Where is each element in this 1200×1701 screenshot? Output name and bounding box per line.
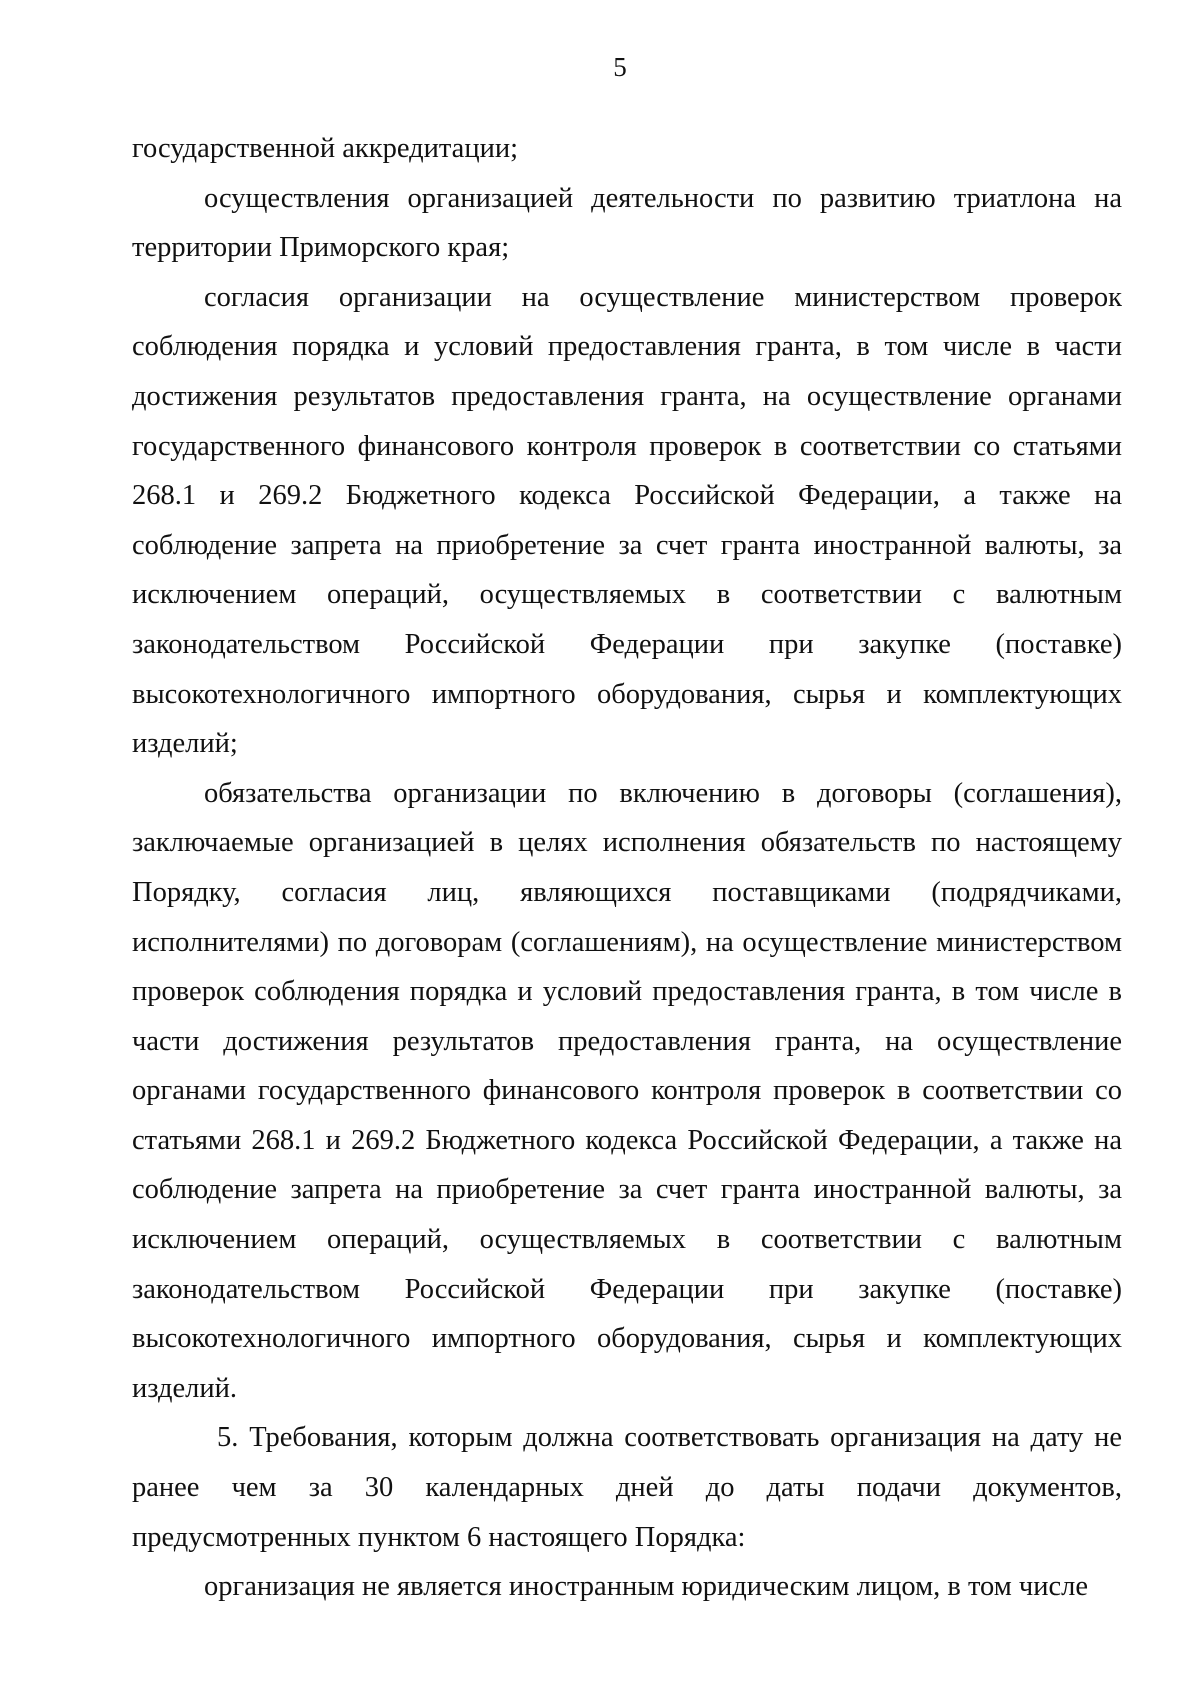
paragraph-section-5-requirements: 5. Требования, которым должна соответствовать организация на дату не ранее чем за 30 календарных дней до даты подачи документов, предусмотренных пунктом 6 настоящего Порядка: [132, 1422, 1122, 1553]
page-number: 5 [613, 52, 627, 82]
paragraph-consent-organization: согласия организации на осуществление министерством проверок соблюдения порядка и условий предоставления гранта, в том числе в части достижения результатов предоставления гранта, на осуществление органами государственного финансового контроля проверок в соответствии со статьями 268.1 и 269.2 Бюджетного кодекса Российской Федерации, а также на соблюдение запрета на приобретение за счет гранта иностранной валюты, за исключением операций, осуществляемых в соответствии с валютным законодательством Российской Федерации при закупке (поставке) высокотехнологичного импортного оборудования, сырья и комплектующих изделий; [132, 281, 1122, 760]
paragraph-obligation-contracts: обязательства организации по включению в договоры (соглашения), заключаемые организацией в целях исполнения обязательств по настоящему Порядку, согласия лиц, являющихся поставщиками (подрядчиками, исполнителями) по договорам (соглашениям), на осуществление министерством проверок соблюдения порядка и условий предоставления гранта, в том числе в части достижения результатов предоставления гранта, на осуществление органами государственного финансового контроля проверок в соответствии со статьями 268.1 и 269.2 Бюджетного кодекса Российской Федерации, а также на соблюдение запрета на приобретение за счет гранта иностранной валюты, за исключением операций, осуществляемых в соответствии с валютным законодательством Российской Федерации при закупке (поставке) высокотехнологичного импортного оборудования, сырья и комплектующих изделий. [132, 777, 1122, 1404]
paragraph-triathlon-activity: осуществления организацией деятельности по развитию триатлона на территории Приморского края; [132, 182, 1122, 264]
document-body [132, 124, 1122, 1612]
paragraph-state-accreditation: государственной аккредитации; [132, 133, 518, 164]
paragraph-not-foreign-entity: организация не является иностранным юридическим лицом, в том числе [204, 1571, 1089, 1603]
